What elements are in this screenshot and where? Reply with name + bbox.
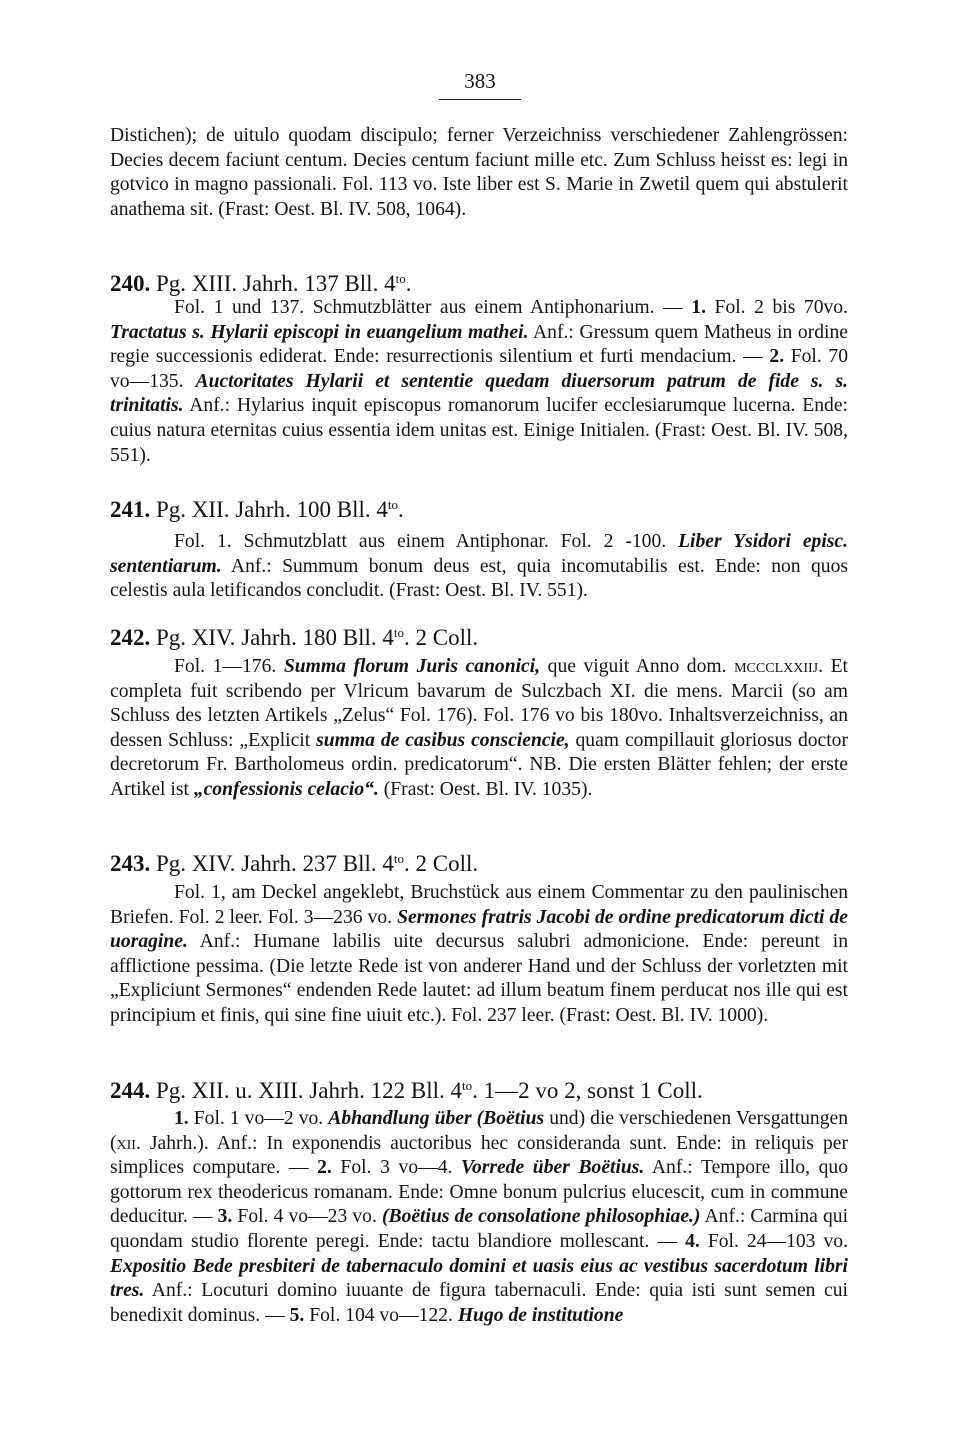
entry-heading-tail: . [398, 497, 404, 522]
body-text: Fol. 1 und 137. Schmutzblätter aus einem Antiphonarium. — [174, 297, 692, 318]
entry-number: 242. [110, 625, 151, 650]
entry-244-body [110, 1107, 848, 1328]
intro-paragraph [110, 124, 848, 222]
entry-242-heading [110, 619, 850, 652]
entry-heading-sup: to [395, 271, 406, 286]
entry-heading-sup: to [393, 851, 405, 866]
entry-number: 243. [110, 851, 151, 876]
body-text: Fol. 2 bis 70vo. [705, 297, 848, 318]
entry-heading-sup: to [387, 497, 399, 512]
body-text: (Frast: Oest. Bl. IV. 1035). [378, 778, 593, 800]
body-text: Anf.: Gressum quem Matheus in ordine regie successionis ediderat. Ende: resurrectionis silentium et furti mendacium. — [110, 321, 848, 368]
entry-242-body [110, 655, 848, 803]
work-title: Summa florum Juris canonici, [283, 656, 541, 677]
entry-244-heading [110, 1072, 850, 1105]
entry-240-heading [110, 265, 850, 298]
work-title: „confessionis celacio“. [193, 778, 379, 800]
entry-heading-tail: . 2 Coll. [404, 851, 479, 876]
body-text: Fol. 4 vo—23 vo. [232, 1206, 382, 1228]
entry-heading-text: Pg. XIV. Jahrh. 180 Bll. 4 [156, 625, 394, 650]
item-number: 3. [217, 1206, 233, 1228]
entry-heading-tail: . [405, 271, 412, 296]
entry-heading-text: Pg. XII. u. XIII. Jahrh. 122 Bll. 4 [156, 1078, 462, 1103]
entry-number: 244. [110, 1078, 151, 1103]
body-text: Et completa fuit scribendo per Vlricum bavarum de Sulczbach XI. die mens. Marcii (so am Schluss des letzten Artikels „Zelus“ Fol. 176). Fol. 176 vo bis 180vo. Inhaltsverzeichniss, an dessen Schluss: „Explicit [110, 656, 848, 751]
work-title: Expositio Bede presbiteri de tabernaculo domini et uasis eius ac vestibus sacerdotum libri tres. [110, 1255, 848, 1302]
entry-heading-text: Pg. XII. Jahrh. 100 Bll. 4 [156, 497, 388, 522]
item-number: 2. [317, 1157, 332, 1179]
entry-heading-tail: . 1—2 vo 2, sonst 1 Coll. [472, 1078, 703, 1103]
entry-241-body [110, 530, 848, 604]
body-text: Anf.: Tempore illo, quo gottorum rex theodericus romanam. Ende: Omne bonum pulcrius elucescit, cum in commune deducitur. — [110, 1157, 848, 1228]
body-text: Fol. 1. Schmutzblatt aus einem Antiphonar. Fol. 2 -100. [174, 531, 679, 552]
body-text: Fol. 24—103 vo. [699, 1230, 848, 1252]
work-title: (Boëtius de consolatione philosophiae.) [381, 1206, 701, 1228]
entry-243-heading [110, 845, 850, 878]
body-text: und) die verschiedenen Versgattungen ( [110, 1108, 848, 1154]
body-text: Fol. 1 vo—2 vo. [188, 1108, 329, 1129]
body-text: Fol. 1—176. [174, 656, 284, 677]
work-title: Vorrede über Boëtius. [461, 1157, 645, 1179]
entry-number: 240. [110, 271, 151, 296]
body-text: Anf.: Humane labilis uite decursus salubri admonicione. Ende: pereunt in afflictione pessima. (Die letzte Rede ist von anderer Hand und der Schluss der vorletzten mit „Expliciunt Sermones“ endenden Rede lautet: ad illum beatum finem perducat nos ille qui est principium et finis, qui sine fine uiuit etc.). Fol. 237 leer. (Frast: Oest. Bl. IV. 1000). [110, 931, 848, 1026]
body-text: Fol. 1, am Deckel angeklebt, Bruchstück aus einem Commentar zu den paulinischen Briefen. Fol. 2 leer. Fol. 3—236 vo. [110, 882, 848, 928]
body-text: Anf.: Carmina qui quondam studio florente peregi. Ende: tactu blandiore mollescant. — [110, 1206, 849, 1252]
century-smallcaps: xii. [116, 1132, 141, 1154]
work-title: summa de casibus consciencie, [316, 729, 570, 751]
work-title: Tractatus s. Hylarii episcopi in euangelium mathei. [110, 321, 529, 343]
item-number: 1. [691, 297, 706, 318]
entry-heading-text: Pg. XIII. Jahrh. 137 Bll. 4 [156, 271, 396, 296]
entry-241-heading [110, 491, 850, 524]
item-number: 5. [289, 1304, 305, 1326]
page-number-rule [439, 99, 521, 100]
body-text: que viguit Anno dom. [540, 656, 735, 677]
work-title: Sermones fratris Jacobi de ordine predicatorum dicti de uoragine. [110, 906, 848, 953]
body-text: Anf.: Hylarius inquit episcopus romanorum lucifer ecclesiarumque lucerna. Ende: cuius natura eternitas cuius essentia idem unitas est. Einige Initialen. (Frast: Oest. Bl. IV. 508, 551). [110, 395, 848, 466]
work-title: Auctoritates Hylarii et sententie quedam diuersorum patrum de fide s. s. trinitatis. [110, 370, 848, 417]
entry-heading-sup: to [393, 625, 405, 640]
work-title: Liber Ysidori episc. sententiarum. [110, 531, 848, 577]
page-number: 383 [464, 69, 496, 93]
entry-heading-text: Pg. XIV. Jahrh. 237 Bll. 4 [156, 851, 394, 876]
item-number: 4. [685, 1230, 700, 1252]
entry-heading-tail: . 2 Coll. [404, 625, 479, 650]
body-text: quam compillauit gloriosus doctor decretorum Fr. Bartholomeus ordin. predicatorum“. NB. Die ersten Blätter fehlen; der erste Artikel ist [110, 729, 848, 800]
intro-text: Distichen); de uitulo quodam discipulo; ferner Verzeichniss verschiedener Zahlengrössen: Decies decem faciunt centum. Decies centum faciunt mille etc. Zum Schluss heisst es: legi in gotvico in magno passionali. Fol. 113 vo. Iste liber est S. Marie in Zwetil quem qui abstulerit anathema sit. (Frast: Oest. Bl. IV. 508, 1064). [110, 125, 848, 220]
body-text: Fol. 3 vo—4. [331, 1157, 462, 1179]
work-title: Abhandlung über (Boëtius [328, 1108, 545, 1129]
entry-240-body [110, 296, 848, 468]
entry-number: 241. [110, 497, 151, 522]
body-text: Anf.: Locuturi domino iuuante de figura tabernaculi. Ende: quia isti sunt semen cui benedixit dominus. — [110, 1280, 848, 1326]
item-number: 2. [769, 346, 785, 368]
entry-heading-sup: to [462, 1078, 473, 1093]
entry-243-body [110, 881, 848, 1029]
body-text: Jahrh.). Anf.: In exponendis auctoribus hec consideranda sunt. Ende: in reliquis per simplices computare. — [110, 1132, 848, 1179]
year-smallcaps: mccclxxiij. [734, 656, 824, 677]
item-number: 1. [174, 1108, 189, 1129]
body-text: Fol. 104 vo—122. [304, 1304, 458, 1326]
body-text: Anf.: Summum bonum deus est, quia incomutabilis est. Ende: non quos celestis aula letificandos concludit. (Frast: Oest. Bl. IV. 551). [110, 555, 848, 602]
work-title: Hugo de institutione [457, 1304, 624, 1326]
body-text: Fol. 70 vo—135. [110, 346, 848, 392]
